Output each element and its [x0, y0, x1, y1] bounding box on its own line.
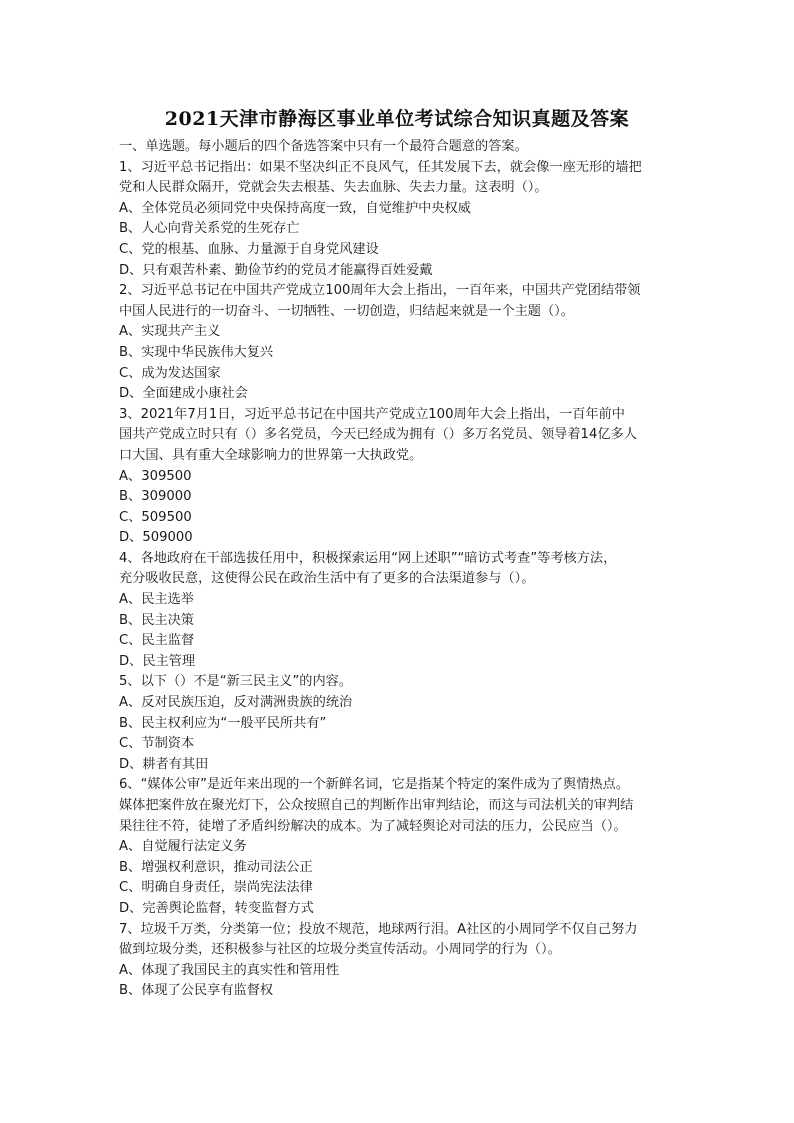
- answer-option: A、实现共产主义: [119, 324, 221, 340]
- answer-option: D、全面建成小康社会: [119, 386, 248, 402]
- answer-option: B、民主权利应为“一般平民所共有”: [119, 715, 327, 731]
- answer-option: C、党的根基、血脉、力量源于自身党风建设: [119, 241, 379, 257]
- answer-option: C、成为发达国家: [119, 365, 221, 381]
- question-stem-line: 做到垃圾分类，还积极参与社区的垃圾分类宣传活动。小周同学的行为（）。: [119, 942, 561, 958]
- question-stem-line: 7、垃圾千万类，分类第一位；投放不规范，地球两行泪。A社区的小周同学不仅自己努力: [119, 921, 638, 937]
- answer-option: C、明确自身责任，崇尚宪法法律: [119, 880, 313, 896]
- answer-option: A、全体党员必须同党中央保持高度一致，自觉维护中央权威: [119, 200, 471, 216]
- question-item: [119, 405, 679, 549]
- question-stem-line: 1、习近平总书记指出：如果不坚决纠正不良风气，任其发展下去，就会像一座无形的墙把: [119, 159, 642, 175]
- answer-option: D、509000: [119, 530, 193, 546]
- question-stem-line: 口大国、具有重大全球影响力的世界第一大执政党。: [119, 447, 423, 463]
- question-stem-line: 媒体把案件放在聚光灯下，公众按照自己的判断作出审判结论，而这与司法机关的审判结: [119, 798, 634, 813]
- page-title: 2021天津市静海区事业单位考试综合知识真题及答案: [164, 108, 630, 130]
- answer-option: A、反对民族压迫，反对满洲贵族的统治: [119, 695, 353, 711]
- answer-option: D、只有艰苦朴素、勤俭节约的党员才能赢得百姓爱戴: [119, 262, 433, 278]
- answer-option: B、实现中华民族伟大复兴: [119, 344, 274, 360]
- answer-option: D、完善舆论监督，转变监督方式: [119, 900, 314, 916]
- answer-option: D、民主管理: [119, 653, 196, 669]
- answer-option: B、人心向背关系党的生死存亡: [119, 221, 300, 237]
- answer-option: A、自觉履行法定义务: [119, 839, 247, 855]
- question-item: [119, 549, 679, 673]
- question-item: [119, 672, 679, 775]
- question-stem-line: 国共产党成立时只有（）多名党员，今天已经成为拥有（）多万名党员、领导着14亿多人: [119, 427, 637, 443]
- answer-option: D、耕者有其田: [119, 756, 209, 772]
- question-item: [119, 281, 679, 405]
- question-stem-line: 5、以下（）不是“新三民主义”的内容。: [119, 674, 353, 690]
- answer-option: B、增强权利意识，推动司法公正: [119, 859, 313, 875]
- question-item: [119, 158, 679, 282]
- question-stem-line: 充分吸收民意，这使得公民在政治生活中有了更多的合法渠道参与（）。: [119, 571, 535, 587]
- question-stem-line: 2、习近平总书记在中国共产党成立100周年大会上指出，一百年来，中国共产党团结带领: [119, 283, 641, 299]
- question-stem-line: 4、各地政府在干部选拔任用中，积极探索运用“网上述职”“暗访式考查”等考核方法，: [119, 550, 617, 566]
- answer-option: C、节制资本: [119, 736, 195, 752]
- answer-option: C、509500: [119, 509, 192, 525]
- question-stem-line: 党和人民群众隔开，党就会失去根基、失去血脉、失去力量。这表明（）。: [119, 180, 548, 196]
- answer-option: C、民主监督: [119, 633, 195, 649]
- document-body: [119, 137, 679, 1002]
- answer-option: B、体现了公民享有监督权: [119, 983, 274, 999]
- question-stem-line: 中国人民进行的一切奋斗、一切牺牲、一切创造，归结起来就是一个主题（）。: [119, 303, 574, 319]
- question-item: [119, 775, 679, 919]
- question-stem-line: 果往往不符，徒增了矛盾纠纷解决的成本。为了减轻舆论对司法的压力，公民应当（）。: [119, 818, 627, 834]
- answer-option: A、体现了我国民主的真实性和管用性: [119, 962, 340, 978]
- answer-option: B、309000: [119, 489, 192, 505]
- answer-option: A、309500: [119, 468, 192, 484]
- question-item: [119, 920, 679, 1002]
- answer-option: B、民主决策: [119, 612, 194, 628]
- question-stem-line: 6、“媒体公审”是近年来出现的一个新鲜名词，它是指某个特定的案件成为了舆情热点。: [119, 777, 629, 793]
- answer-option: A、民主选举: [119, 592, 194, 608]
- section-heading: 一、单选题。每小题后的四个备选答案中只有一个最符合题意的答案。: [119, 139, 528, 154]
- question-list: [119, 158, 679, 1002]
- question-stem-line: 3、2021年7月1日，习近平总书记在中国共产党成立100周年大会上指出，一百年前中: [119, 406, 625, 422]
